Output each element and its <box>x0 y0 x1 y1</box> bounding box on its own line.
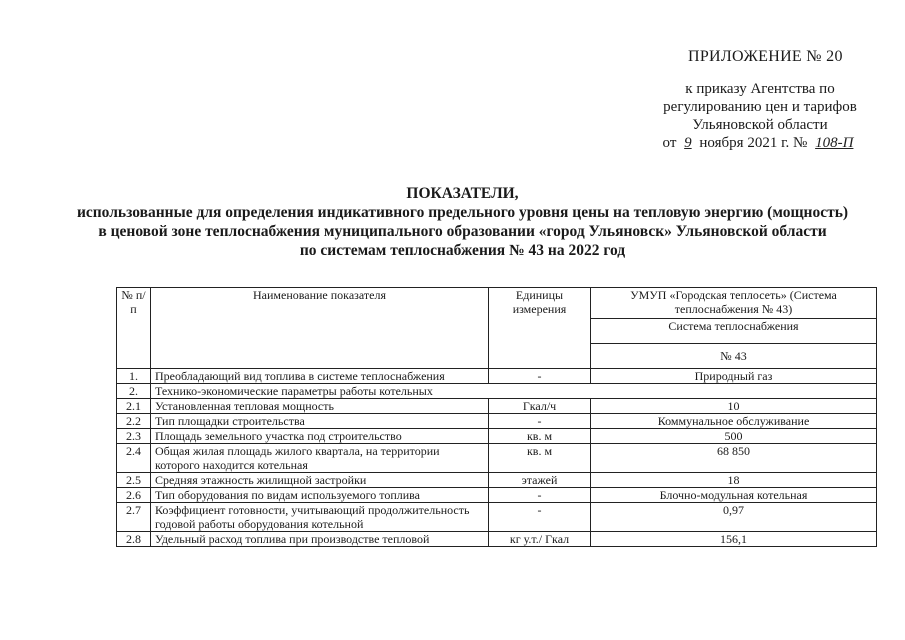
row-unit: - <box>489 503 591 532</box>
order-line: регулированию цен и тарифов <box>663 99 857 115</box>
row-value: 156,1 <box>591 532 877 547</box>
order-reference <box>640 80 880 152</box>
order-line: к приказу Агентства по <box>685 81 835 97</box>
row-value: Блочно-модульная котельная <box>591 488 877 503</box>
row-name: Тип оборудования по видам используемого топлива <box>151 488 489 503</box>
row-value: 10 <box>591 399 877 414</box>
row-num: 2.7 <box>117 503 151 532</box>
date-day: 9 <box>684 135 692 151</box>
table-row <box>117 399 877 414</box>
indicators-table <box>116 287 877 547</box>
row-value: Коммунальное обслуживание <box>591 414 877 429</box>
row-num: 2.6 <box>117 488 151 503</box>
row-value: 68 850 <box>591 444 877 473</box>
table-row <box>117 532 877 547</box>
row-unit: этажей <box>489 473 591 488</box>
date-prefix: от <box>662 135 677 151</box>
date-rest: ноября 2021 г. № <box>699 135 808 151</box>
row-name: Тип площадки строительства <box>151 414 489 429</box>
row-value: Природный газ <box>591 369 877 384</box>
document-title <box>60 184 865 260</box>
table-row <box>117 414 877 429</box>
table-row <box>117 503 877 532</box>
header-unit: Единицы измерения <box>489 288 591 369</box>
table-row <box>117 488 877 503</box>
title-line: по системам теплоснабжения № 43 на 2022 год <box>299 242 626 259</box>
row-num: 2.4 <box>117 444 151 473</box>
row-num: 1. <box>117 369 151 384</box>
row-num: 2.8 <box>117 532 151 547</box>
header-org: УМУП «Городская теплосеть» (Система теплоснабжения № 43) <box>591 288 877 319</box>
row-name: Коэффициент готовности, учитывающий продолжительность годовой работы оборудования котельной <box>151 503 489 532</box>
row-unit: - <box>489 414 591 429</box>
row-num: 2.1 <box>117 399 151 414</box>
table-row <box>117 444 877 473</box>
row-num: 2. <box>117 384 151 399</box>
row-unit: кв. м <box>489 444 591 473</box>
title-line: ПОКАЗАТЕЛИ, <box>406 185 519 202</box>
row-unit: - <box>489 488 591 503</box>
row-num: 2.5 <box>117 473 151 488</box>
row-value: 18 <box>591 473 877 488</box>
order-date-line <box>640 134 880 152</box>
title-line: в ценовой зоне теплоснабжения муниципального образовании «город Ульяновск» Ульяновской области <box>98 223 827 240</box>
row-name: Общая жилая площадь жилого квартала, на территории которого находится котельная <box>151 444 489 473</box>
header-system: Система теплоснабжения <box>591 319 877 344</box>
table-row <box>117 369 877 384</box>
row-value: 0,97 <box>591 503 877 532</box>
row-name: Средняя этажность жилищной застройки <box>151 473 489 488</box>
row-name: Преобладающий вид топлива в системе теплоснабжения <box>151 369 489 384</box>
appendix-number: ПРИЛОЖЕНИЕ № 20 <box>688 48 843 65</box>
row-value: 500 <box>591 429 877 444</box>
row-name: Площадь земельного участка под строительство <box>151 429 489 444</box>
row-name: Удельный расход топлива при производстве тепловой <box>151 532 489 547</box>
table-row <box>117 473 877 488</box>
title-line: использованные для определения индикативного предельного уровня цены на тепловую энергию (мощность) <box>76 204 849 221</box>
order-number: 108-П <box>815 135 854 151</box>
row-section-name: Технико-экономические параметры работы котельных <box>151 384 877 399</box>
header-name: Наименование показателя <box>151 288 489 369</box>
row-unit: - <box>489 369 591 384</box>
row-unit: кв. м <box>489 429 591 444</box>
row-unit: кг у.т./ Гкал <box>489 532 591 547</box>
table-row <box>117 429 877 444</box>
row-name: Установленная тепловая мощность <box>151 399 489 414</box>
table-row <box>117 384 877 399</box>
row-num: 2.3 <box>117 429 151 444</box>
row-num: 2.2 <box>117 414 151 429</box>
header-system-number: № 43 <box>591 344 877 369</box>
order-line: Ульяновской области <box>692 117 828 133</box>
header-num: № п/п <box>117 288 151 369</box>
row-unit: Гкал/ч <box>489 399 591 414</box>
